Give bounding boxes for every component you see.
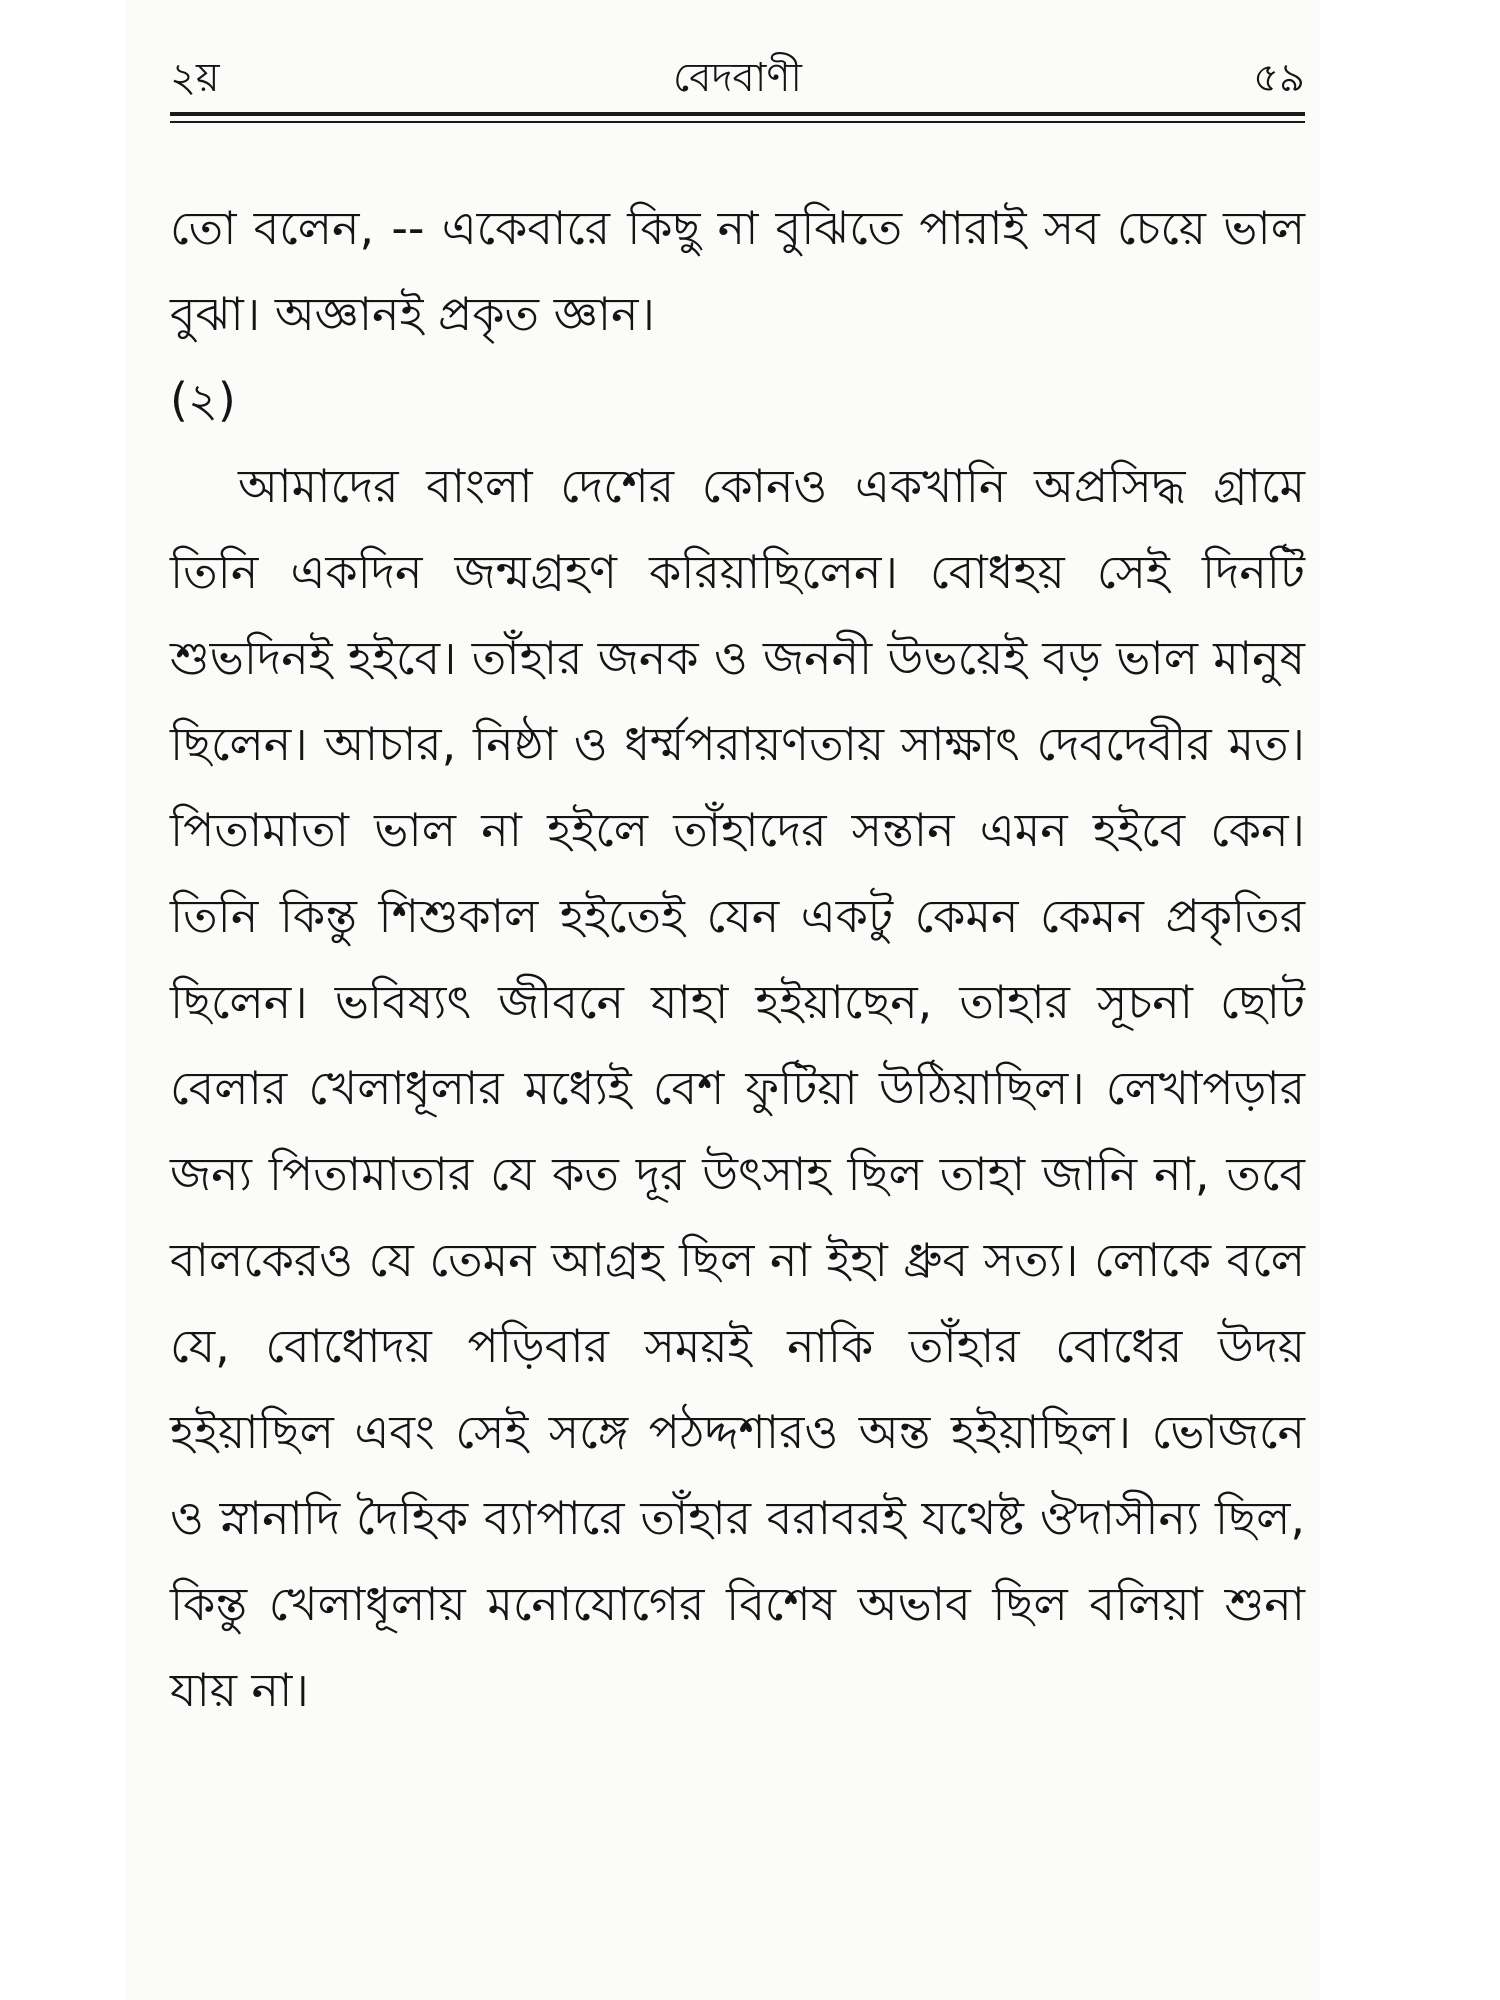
section-number: (২): [170, 373, 236, 427]
page-body: [170, 185, 1305, 1733]
header-rule-thick: [170, 112, 1305, 116]
book-title: বেদবাণী: [673, 55, 802, 101]
page-number: ৫৯: [1253, 55, 1305, 101]
main-paragraph: আমাদের বাংলা দেশের কোনও একখানি অপ্রসিদ্ধ গ্রামে তিনি একদিন জন্মগ্রহণ করিয়াছিলেন। বোধহয় সেই দিনটি শুভদিনই হইবে। তাঁহার জনক ও জননী উভয়েই বড় ভাল মানুষ ছিলেন। আচার, নিষ্ঠা ও ধর্ম্মপরায়ণতায় সাক্ষাৎ দেবদেবীর মত। পিতামাতা ভাল না হইলে তাঁহাদের সন্তান এমন হইবে কেন। তিনি কিন্তু শিশুকাল হইতেই যেন একটু কেমন কেমন প্রকৃতির ছিলেন। ভবিষ্যৎ জীবনে যাহা হইয়াছেন, তাহার সূচনা ছোট বেলার খেলাধূলার মধ্যেই বেশ ফুটিয়া উঠিয়াছিল। লেখাপড়ার জন্য পিতামাতার যে কত দূর উৎসাহ ছিল তাহা জানি না, তবে বালকেরও যে তেমন আগ্রহ ছিল না ইহা ধ্রুব সত্য। লোকে বলে যে, বোধোদয় পড়িবার সময়ই নাকি তাঁহার বোধের উদয় হইয়াছিল এবং সেই সঙ্গে পঠদ্দশারও অন্ত হইয়াছিল। ভোজনে ও স্নানাদি দৈহিক ব্যাপারে তাঁহার বরাবরই যথেষ্ট ঔদাসীন্য ছিল, কিন্তু খেলাধূলায় মনোযোগের বিশেষ অভাব ছিল বলিয়া শুনা যায় না।: [170, 459, 1305, 1717]
continuation-paragraph: তো বলেন, -- একেবারে কিছু না বুঝিতে পারাই সব চেয়ে ভাল বুঝা। অজ্ঞানই প্রকৃত জ্ঞান।: [170, 201, 1305, 341]
running-header: [170, 48, 1305, 108]
header-rule-thin: [170, 121, 1305, 123]
chapter-label: ২য়: [170, 55, 220, 101]
